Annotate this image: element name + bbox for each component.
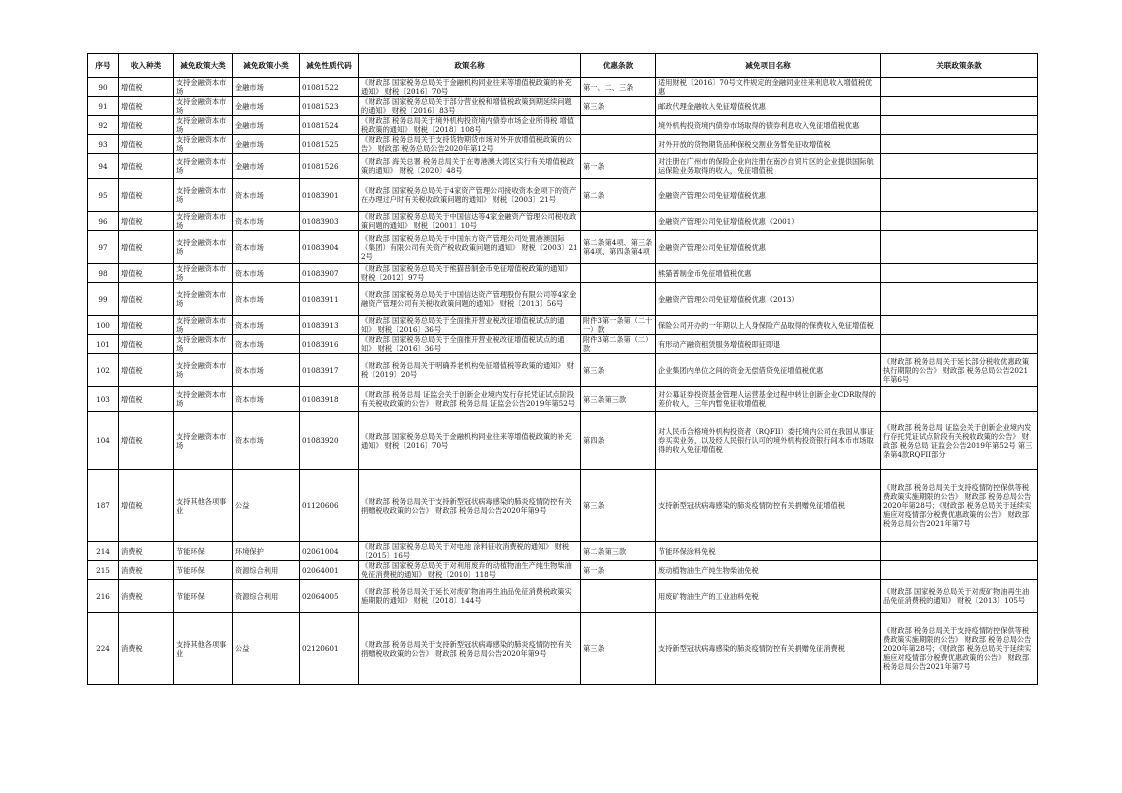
cell-major: 支持金融资本市场: [174, 179, 233, 212]
cell-tax: 增值税: [119, 78, 174, 97]
cell-code: 02064001: [300, 561, 359, 580]
cell-clause: 第四条: [581, 412, 656, 470]
cell-tax: 增值税: [119, 135, 174, 154]
cell-no: 99: [88, 283, 119, 316]
cell-policy: 《财政部 国家税务总局关于4家资产管理公司接收资本金项下的资产在办理过户时有关税收政策问题的通知》 财税〔2003〕21号: [359, 179, 581, 212]
cell-no: 92: [88, 116, 119, 135]
cell-item: 适用财税〔2016〕70号文件规定的金融同业往来利息收入增值税优惠: [656, 78, 881, 97]
cell-item: 废动植物油生产纯生物柴油免税: [656, 561, 881, 580]
table-row: [88, 212, 1038, 231]
cell-tax: 增值税: [119, 335, 174, 354]
cell-code: 01081523: [300, 97, 359, 116]
cell-item: 有形动产融资租赁服务增值税即征即退: [656, 335, 881, 354]
cell-tax: 增值税: [119, 470, 174, 542]
cell-clause: 第三条: [581, 470, 656, 542]
cell-tax: 增值税: [119, 154, 174, 179]
header-row: [88, 54, 1038, 78]
cell-tax: 消费税: [119, 561, 174, 580]
cell-policy: 《财政部 国家税务总局关于全面推开营业税改征增值税试点的通知》 财税〔2016〕36号: [359, 335, 581, 354]
cell-policy: 《财政部 税务总局 证监会关于创新企业境内发行存托凭证试点阶段有关税收政策的公告》 财政部 税务总局 证监会公告2019年第52号: [359, 387, 581, 412]
cell-related: [881, 78, 1038, 97]
cell-related: 《财政部 税务总局关于延长部分税收优惠政策执行期限的公告》 财政部 税务总局公告2021年第6号: [881, 354, 1038, 387]
header-tax-type: 收入种类: [119, 54, 174, 78]
cell-major: 支持金融资本市场: [174, 387, 233, 412]
cell-no: 91: [88, 97, 119, 116]
cell-code: 01083913: [300, 316, 359, 335]
cell-major: 支持其他各项事业: [174, 470, 233, 542]
cell-clause: [581, 283, 656, 316]
cell-item: 对外开放的货物期货品种保税交割业务暂免征收增值税: [656, 135, 881, 154]
cell-no: 216: [88, 580, 119, 613]
cell-related: [881, 135, 1038, 154]
cell-related: [881, 116, 1038, 135]
cell-item: 金融资产管理公司免征增值税优惠: [656, 179, 881, 212]
cell-related: [881, 335, 1038, 354]
cell-related: [881, 231, 1038, 264]
cell-no: 187: [88, 470, 119, 542]
cell-code: 01081525: [300, 135, 359, 154]
cell-tax: 增值税: [119, 283, 174, 316]
cell-no: 97: [88, 231, 119, 264]
cell-tax: 增值税: [119, 412, 174, 470]
cell-policy: 《财政部 税务总局关于支持新型冠状病毒感染的肺炎疫情防控有关捐赠税收政策的公告》 财政部 税务总局公告2020年第9号: [359, 613, 581, 685]
table-row: [88, 335, 1038, 354]
cell-no: 101: [88, 335, 119, 354]
cell-code: 02064005: [300, 580, 359, 613]
cell-minor: 资本市场: [233, 264, 300, 283]
header-minor-category: 减免政策小类: [233, 54, 300, 78]
cell-item: 金融资产管理公司免征增值税优惠（2001）: [656, 212, 881, 231]
cell-item: 企业集团内单位之间的资金无偿借贷免征增值税优惠: [656, 354, 881, 387]
cell-item: 保险公司开办的一年期以上人身保险产品取得的保费收入免征增值税: [656, 316, 881, 335]
cell-minor: 资本市场: [233, 412, 300, 470]
cell-no: 96: [88, 212, 119, 231]
table-row: [88, 135, 1038, 154]
table-row: [88, 387, 1038, 412]
cell-major: 支持其他各项事业: [174, 613, 233, 685]
cell-clause: 第二条: [581, 179, 656, 212]
cell-item: 支持新型冠状病毒感染的肺炎疫情防控有关捐赠免征消费税: [656, 613, 881, 685]
cell-no: 104: [88, 412, 119, 470]
cell-related: [881, 561, 1038, 580]
cell-clause: 第三条: [581, 97, 656, 116]
cell-major: 支持金融资本市场: [174, 283, 233, 316]
cell-major: 支持金融资本市场: [174, 116, 233, 135]
table-row: [88, 78, 1038, 97]
table-row: [88, 580, 1038, 613]
cell-item: 对公募证券投资基金管理人运营基金过程中转让创新企业CDR取得的差价收入，三年内暂免征收增值税: [656, 387, 881, 412]
cell-minor: 资本市场: [233, 335, 300, 354]
cell-code: 02120601: [300, 613, 359, 685]
cell-major: 节能环保: [174, 580, 233, 613]
cell-clause: [581, 264, 656, 283]
cell-policy: 《财政部 税务总局关于境外机构投资境内债券市场企业所得税 增值税政策的通知》 财税〔2018〕108号: [359, 116, 581, 135]
cell-code: 01083903: [300, 212, 359, 231]
header-code: 减免性质代码: [300, 54, 359, 78]
cell-minor: 资本市场: [233, 283, 300, 316]
table-row: [88, 179, 1038, 212]
cell-major: 支持金融资本市场: [174, 154, 233, 179]
cell-policy: 《财政部 税务总局关于明确养老机构免征增值税等政策的通知》 财税〔2019〕20号: [359, 354, 581, 387]
cell-code: 01083901: [300, 179, 359, 212]
cell-no: 103: [88, 387, 119, 412]
cell-policy: 《财政部 税务总局关于延长对废矿物油再生油品免征消费税政策实施期限的通知》 财税〔2018〕144号: [359, 580, 581, 613]
cell-code: 01081522: [300, 78, 359, 97]
table-row: [88, 613, 1038, 685]
header-related-policy: 关联政策条款: [881, 54, 1038, 78]
cell-no: 94: [88, 154, 119, 179]
cell-major: 支持金融资本市场: [174, 135, 233, 154]
cell-clause: 第一、二、三条: [581, 78, 656, 97]
cell-code: 01083907: [300, 264, 359, 283]
table-row: [88, 154, 1038, 179]
cell-policy: 《财政部 国家税务总局关于金融机构同业往来等增值税政策的补充通知》 财税〔2016〕70号: [359, 412, 581, 470]
cell-code: 01083916: [300, 335, 359, 354]
cell-tax: 增值税: [119, 212, 174, 231]
cell-policy: 《财政部 海关总署 税务总局关于在粤港澳大湾区实行有关增值税政策的通知》 财税〔2020〕48号: [359, 154, 581, 179]
cell-related: 《财政部 税务总局关于支持疫情防控保供等税费政策实施期限的公告》 财政部 税务总局公告2020年第28号；《财政部 税务总局关于延续实施应对疫情部分税费优惠政策的公告》 财政部 税务总局公告2021年第7号: [881, 613, 1038, 685]
cell-item: 金融资产管理公司免征增值税优惠（2013）: [656, 283, 881, 316]
cell-clause: [581, 116, 656, 135]
cell-minor: 资本市场: [233, 354, 300, 387]
cell-minor: 资本市场: [233, 179, 300, 212]
cell-tax: 消费税: [119, 542, 174, 561]
header-no: 序号: [88, 54, 119, 78]
table-row: [88, 231, 1038, 264]
cell-minor: 金融市场: [233, 135, 300, 154]
cell-major: 支持金融资本市场: [174, 78, 233, 97]
cell-minor: 金融市场: [233, 97, 300, 116]
cell-clause: 第三条: [581, 613, 656, 685]
cell-code: 01120606: [300, 470, 359, 542]
cell-policy: 《财政部 国家税务总局关于对利用废弃的动植物油生产纯生物柴油免征消费税的通知》 财税〔2010〕118号: [359, 561, 581, 580]
cell-code: 01081526: [300, 154, 359, 179]
cell-policy: 《财政部 国家税务总局关于部分营业税和增值税政策到期延续问题的通知》 财税〔2016〕83号: [359, 97, 581, 116]
table-row: [88, 542, 1038, 561]
cell-no: 90: [88, 78, 119, 97]
cell-minor: 资源综合利用: [233, 561, 300, 580]
cell-policy: 《财政部 国家税务总局关于全面推开营业税改征增值税试点的通知》 财税〔2016〕36号: [359, 316, 581, 335]
cell-policy: 《财政部 国家税务总局关于熊猫普制金币免征增值税政策的通知》 财税〔2012〕97号: [359, 264, 581, 283]
cell-related: 《财政部 税务总局 证监会关于创新企业境内发行存托凭证试点阶段有关税收政策的公告》 财政部 税务总局 证监会公告2019年第52号 第三条第4款RQFII部分: [881, 412, 1038, 470]
cell-policy: 《财政部 国家税务总局关于中国东方资产管理公司处置港澳国际（集团）有限公司有关资产税收政策问题的通知》 财税〔2003〕212号: [359, 231, 581, 264]
cell-code: 01083920: [300, 412, 359, 470]
cell-item: 节能环保涂料免税: [656, 542, 881, 561]
cell-major: 支持金融资本市场: [174, 97, 233, 116]
cell-tax: 消费税: [119, 580, 174, 613]
cell-related: 《财政部 税务总局关于支持疫情防控保供等税费政策实施期限的公告》 财政部 税务总局公告2020年第28号；《财政部 税务总局关于延续实施应对疫情部分税费优惠政策的公告》 财政部 税务总局公告2021年第7号: [881, 470, 1038, 542]
cell-item: 支持新型冠状病毒感染的肺炎疫情防控有关捐赠免征增值税: [656, 470, 881, 542]
cell-no: 100: [88, 316, 119, 335]
cell-item: 对注册在广州市的保险企业向注册在南沙自贸片区的企业提供国际航运保险业务取得的收入，免征增值税: [656, 154, 881, 179]
table-row: [88, 97, 1038, 116]
header-item-name: 减免项目名称: [656, 54, 881, 78]
cell-major: 支持金融资本市场: [174, 264, 233, 283]
cell-major: 支持金融资本市场: [174, 335, 233, 354]
cell-related: [881, 97, 1038, 116]
header-clause: 优惠条款: [581, 54, 656, 78]
cell-related: [881, 283, 1038, 316]
cell-minor: 资本市场: [233, 231, 300, 264]
cell-code: 01083904: [300, 231, 359, 264]
table-row: [88, 412, 1038, 470]
cell-related: [881, 212, 1038, 231]
table-row: [88, 354, 1038, 387]
cell-related: [881, 264, 1038, 283]
cell-tax: 增值税: [119, 264, 174, 283]
cell-clause: [581, 212, 656, 231]
cell-major: 支持金融资本市场: [174, 412, 233, 470]
cell-clause: 附件3第二条第（二）款: [581, 335, 656, 354]
cell-policy: 《财政部 国家税务总局关于金融机构同业往来等增值税政策的补充通知》 财税〔2016〕70号: [359, 78, 581, 97]
cell-minor: 资本市场: [233, 212, 300, 231]
cell-tax: 增值税: [119, 179, 174, 212]
cell-item: 金融资产管理公司免征增值税优惠: [656, 231, 881, 264]
cell-minor: 资本市场: [233, 387, 300, 412]
cell-item: 对人民币合格境外机构投资者（RQFII）委托境内公司在我国从事证券买卖业务，以及经人民银行认可的境外机构投资银行间本币市场取得的收入免征增值税: [656, 412, 881, 470]
cell-clause: 附件3第一条第（二十一）款: [581, 316, 656, 335]
cell-clause: [581, 580, 656, 613]
cell-policy: 《财政部 国家税务总局关于中国信达等4家金融资产管理公司税收政策问题的通知》 财税〔2001〕10号: [359, 212, 581, 231]
policy-table: [87, 53, 1038, 685]
cell-tax: 增值税: [119, 387, 174, 412]
cell-major: 支持金融资本市场: [174, 316, 233, 335]
cell-no: 98: [88, 264, 119, 283]
cell-major: 节能环保: [174, 542, 233, 561]
cell-code: 01083917: [300, 354, 359, 387]
cell-policy: 《财政部 税务总局关于支持新型冠状病毒感染的肺炎疫情防控有关捐赠税收政策的公告》 财政部 税务总局公告2020年第9号: [359, 470, 581, 542]
cell-related: [881, 542, 1038, 561]
cell-tax: 增值税: [119, 97, 174, 116]
cell-code: 01083911: [300, 283, 359, 316]
cell-code: 01081524: [300, 116, 359, 135]
table-row: [88, 316, 1038, 335]
cell-item: 境外机构投资境内债券市场取得的债券利息收入免征增值税优惠: [656, 116, 881, 135]
cell-item: 熊猫普制金币免征增值税优惠: [656, 264, 881, 283]
cell-major: 支持金融资本市场: [174, 354, 233, 387]
cell-clause: 第一条: [581, 154, 656, 179]
header-policy-name: 政策名称: [359, 54, 581, 78]
cell-minor: 金融市场: [233, 78, 300, 97]
cell-policy: 《财政部 税务总局关于支持货物期货市场对外开放增值税政策的公告》 财政部 税务总局公告2020年第12号: [359, 135, 581, 154]
header-major-category: 减免政策大类: [174, 54, 233, 78]
cell-minor: 资源综合利用: [233, 580, 300, 613]
cell-tax: 增值税: [119, 316, 174, 335]
cell-no: 102: [88, 354, 119, 387]
cell-tax: 增值税: [119, 116, 174, 135]
cell-clause: 第三条第三款: [581, 387, 656, 412]
cell-no: 95: [88, 179, 119, 212]
cell-minor: 资本市场: [233, 316, 300, 335]
cell-major: 支持金融资本市场: [174, 231, 233, 264]
cell-clause: [581, 135, 656, 154]
cell-no: 224: [88, 613, 119, 685]
cell-related: 《财政部 国家税务总局关于对废矿物油再生油品免征消费税的通知》 财税〔2013〕105号: [881, 580, 1038, 613]
table-row: [88, 561, 1038, 580]
cell-minor: 公益: [233, 470, 300, 542]
cell-related: [881, 154, 1038, 179]
table-row: [88, 264, 1038, 283]
cell-tax: 增值税: [119, 354, 174, 387]
cell-clause: 第二条第三款: [581, 542, 656, 561]
cell-code: 01083918: [300, 387, 359, 412]
cell-clause: 第一条: [581, 561, 656, 580]
cell-minor: 金融市场: [233, 154, 300, 179]
cell-related: [881, 387, 1038, 412]
cell-major: 支持金融资本市场: [174, 212, 233, 231]
table-row: [88, 470, 1038, 542]
cell-minor: 公益: [233, 613, 300, 685]
cell-minor: 环境保护: [233, 542, 300, 561]
cell-tax: 增值税: [119, 231, 174, 264]
cell-related: [881, 316, 1038, 335]
cell-policy: 《财政部 国家税务总局关于中国信达资产管理股份有限公司等4家金融资产管理公司有关税收政策问题的通知》 财税〔2013〕56号: [359, 283, 581, 316]
table-row: [88, 116, 1038, 135]
cell-related: [881, 179, 1038, 212]
table-row: [88, 283, 1038, 316]
cell-code: 02061004: [300, 542, 359, 561]
cell-major: 节能环保: [174, 561, 233, 580]
cell-clause: 第三条: [581, 354, 656, 387]
cell-item: 用废矿物油生产的工业油料免税: [656, 580, 881, 613]
cell-tax: 消费税: [119, 613, 174, 685]
cell-no: 214: [88, 542, 119, 561]
cell-minor: 金融市场: [233, 116, 300, 135]
cell-clause: 第二条第4项、第三条第4项、第四条第4项: [581, 231, 656, 264]
cell-policy: 《财政部 国家税务总局关于对电池 涂料征收消费税的通知》 财税〔2015〕16号: [359, 542, 581, 561]
cell-no: 215: [88, 561, 119, 580]
cell-no: 93: [88, 135, 119, 154]
cell-item: 邮政代理金融收入免征增值税优惠: [656, 97, 881, 116]
